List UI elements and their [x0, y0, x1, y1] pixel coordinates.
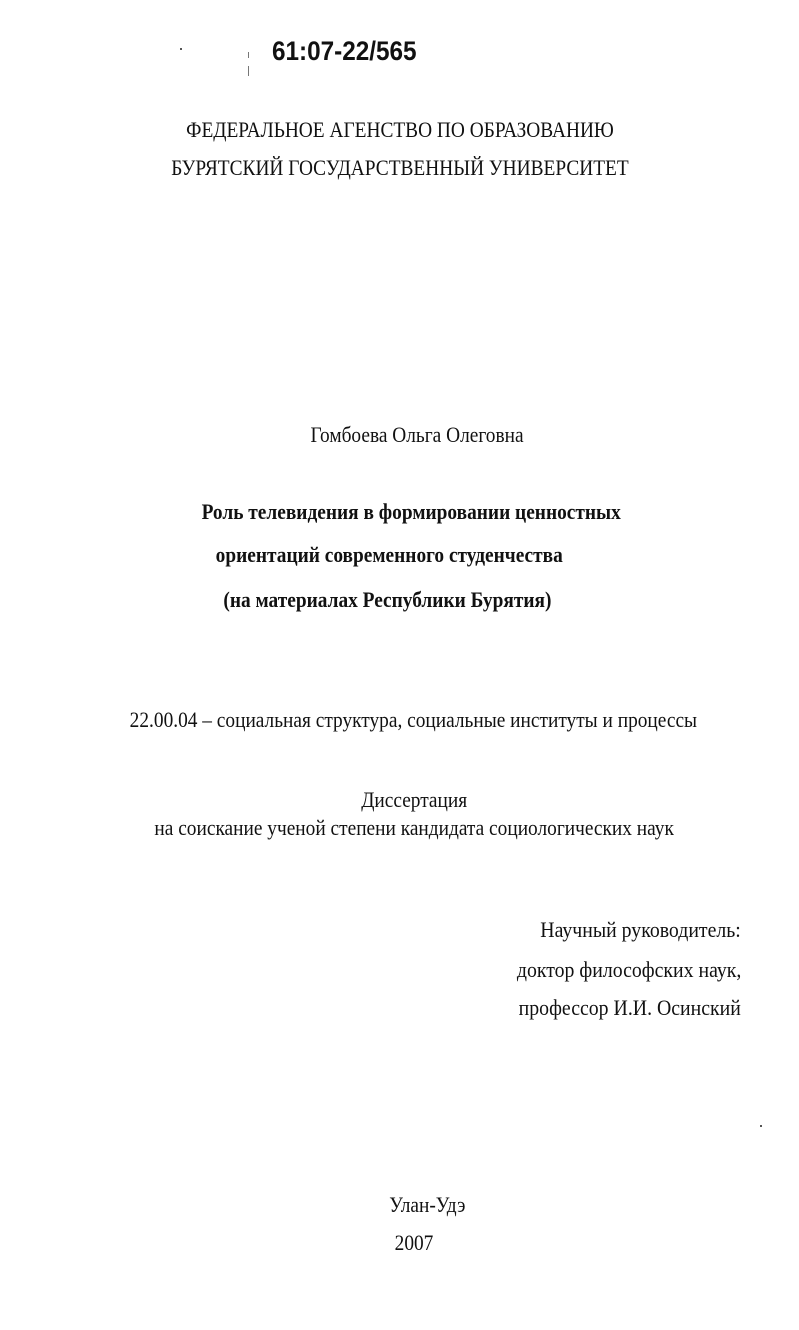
thesis-title-line-3: (на материалах Республики Бурятия): [223, 587, 552, 612]
supervisor-name: профессор И.И. Осинский: [518, 995, 741, 1020]
city: Улан-Удэ: [389, 1192, 466, 1217]
supervisor-label: Научный руководитель:: [540, 917, 741, 942]
scan-speck: [180, 48, 182, 50]
supervisor-degree: доктор философских наук,: [516, 957, 741, 982]
scan-mark: [248, 66, 249, 76]
catalog-number: 61:07-22/565: [272, 36, 417, 66]
work-type: Диссертация: [361, 787, 468, 812]
year: 2007: [394, 1230, 433, 1255]
agency-name: ФЕДЕРАЛЬНОЕ АГЕНСТВО ПО ОБРАЗОВАНИЮ: [185, 117, 614, 142]
scan-mark: [248, 52, 249, 58]
scan-speck: [760, 1125, 762, 1127]
degree-sought: на соискание ученой степени кандидата социологических наук: [154, 815, 675, 840]
specialty-code: 22.00.04 – социальная структура, социальные институты и процессы: [129, 707, 698, 732]
author-name: Гомбоева Ольга Олеговна: [310, 422, 525, 447]
university-name: БУРЯТСКИЙ ГОСУДАРСТВЕННЫЙ УНИВЕРСИТЕТ: [170, 155, 629, 180]
thesis-title-line-2: ориентаций современного студенчества: [215, 542, 564, 567]
thesis-title-line-1: Роль телевидения в формировании ценностных: [201, 499, 622, 524]
